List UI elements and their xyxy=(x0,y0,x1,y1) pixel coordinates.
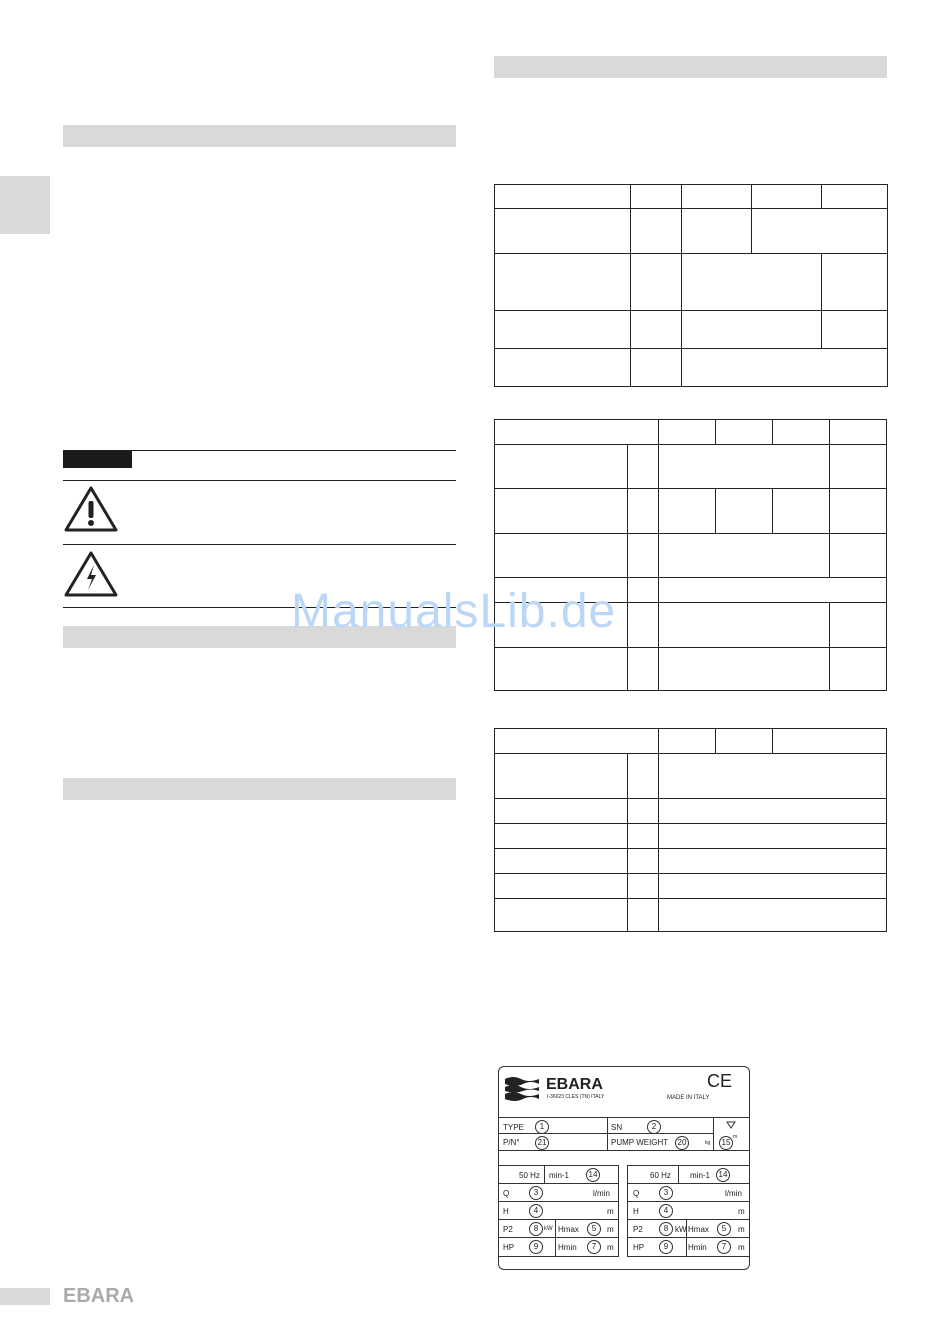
table-cell xyxy=(822,311,888,349)
q-num: 3 xyxy=(659,1186,673,1200)
plate-rule xyxy=(713,1117,714,1150)
hmin-unit: m xyxy=(738,1243,745,1252)
block-rule xyxy=(628,1201,750,1202)
block-rule xyxy=(544,1166,545,1183)
p2-label: P2 xyxy=(503,1225,513,1234)
table-cell xyxy=(659,578,887,603)
table-cell xyxy=(628,824,659,849)
block-rule xyxy=(628,1237,750,1238)
table-cell xyxy=(628,578,659,603)
table-cell xyxy=(631,209,682,254)
table-cell xyxy=(659,420,716,445)
sn-num: 2 xyxy=(647,1120,661,1134)
table-cell xyxy=(682,349,888,387)
notice-divider xyxy=(63,480,456,481)
table-cell xyxy=(773,729,887,754)
h-label: H xyxy=(503,1207,509,1216)
table-cell xyxy=(659,849,887,874)
weight-label: PUMP WEIGHT xyxy=(611,1138,669,1147)
table-cell xyxy=(659,445,830,489)
spec-table-2 xyxy=(494,419,887,691)
q-num: 3 xyxy=(529,1186,543,1200)
table-cell xyxy=(716,420,773,445)
block-rule xyxy=(678,1166,679,1183)
hmax-num: 5 xyxy=(717,1222,731,1236)
made-in: MADE IN ITALY xyxy=(667,1095,710,1101)
notice-divider xyxy=(63,544,456,545)
table-cell xyxy=(659,754,887,799)
rpm-num: 14 xyxy=(716,1168,730,1182)
p2-num: 8 xyxy=(529,1222,543,1236)
table-cell xyxy=(773,420,830,445)
table-cell xyxy=(822,185,888,209)
section-header-bar xyxy=(494,56,887,78)
table-cell xyxy=(659,824,887,849)
h-num: 4 xyxy=(529,1204,543,1218)
q-label: Q xyxy=(503,1189,510,1198)
ebara-logo-icon xyxy=(505,1075,539,1101)
freq-block-60hz xyxy=(627,1165,750,1257)
spec-table-1 xyxy=(494,184,888,387)
sn-label: SN xyxy=(611,1123,623,1132)
table-cell xyxy=(495,209,631,254)
block-rule xyxy=(628,1219,750,1220)
hp-num: 9 xyxy=(659,1240,673,1254)
table-cell xyxy=(830,489,887,534)
altitude-num: 15 xyxy=(719,1136,733,1150)
hmin-label: Hmin xyxy=(558,1243,577,1252)
table-cell xyxy=(495,420,659,445)
section-header-bar xyxy=(63,778,456,800)
table-cell xyxy=(830,534,887,578)
block-rule xyxy=(499,1183,618,1184)
hmax-num: 5 xyxy=(587,1222,601,1236)
h-unit: m xyxy=(738,1207,745,1216)
rpm-num: 14 xyxy=(586,1168,600,1182)
table-cell xyxy=(495,849,628,874)
plate-brand: EBARA xyxy=(546,1076,603,1093)
q-unit: l/min xyxy=(593,1189,610,1198)
hp-label: HP xyxy=(503,1243,515,1252)
hmax-label: Hmax xyxy=(688,1225,709,1234)
table-cell xyxy=(628,648,659,691)
table-cell xyxy=(631,185,682,209)
table-cell xyxy=(495,311,631,349)
freq-label: 60 Hz xyxy=(650,1171,671,1180)
p2-num: 8 xyxy=(659,1222,673,1236)
table-cell xyxy=(752,185,822,209)
table-cell xyxy=(830,420,887,445)
table-cell xyxy=(659,799,887,824)
side-tab xyxy=(0,176,50,234)
table-cell xyxy=(495,648,628,691)
pn-label: P/N° xyxy=(503,1138,520,1147)
rpm-label: min-1 xyxy=(690,1171,711,1180)
notice-label-block xyxy=(63,451,132,468)
hmin-num: 7 xyxy=(717,1240,731,1254)
table-cell xyxy=(659,534,830,578)
table-cell xyxy=(631,349,682,387)
table-cell xyxy=(495,754,628,799)
table-cell xyxy=(682,209,752,254)
altitude-unit: m xyxy=(733,1134,738,1140)
table-cell xyxy=(495,534,628,578)
table-cell xyxy=(822,254,888,311)
table-cell xyxy=(628,754,659,799)
footer-logo: EBARA xyxy=(63,1285,135,1307)
table-cell xyxy=(830,648,887,691)
table-cell xyxy=(495,899,628,932)
hp-label: HP xyxy=(633,1243,645,1252)
block-rule xyxy=(628,1183,750,1184)
table-cell xyxy=(830,445,887,489)
table-cell xyxy=(659,729,716,754)
altitude-triangle-icon xyxy=(726,1121,736,1129)
weight-unit: kg xyxy=(705,1140,711,1146)
plate-rule xyxy=(499,1150,749,1151)
q-unit: l/min xyxy=(725,1189,742,1198)
table-cell xyxy=(659,489,716,534)
plate-rule xyxy=(499,1117,749,1118)
block-rule xyxy=(555,1219,556,1256)
table-cell xyxy=(495,349,631,387)
table-cell xyxy=(495,729,659,754)
type-num: 1 xyxy=(535,1120,549,1134)
block-rule xyxy=(499,1219,618,1220)
type-label: TYPE xyxy=(503,1123,524,1132)
h-unit: m xyxy=(607,1207,614,1216)
p2-unit: kW xyxy=(544,1226,553,1232)
table-cell xyxy=(495,489,628,534)
hmin-num: 7 xyxy=(587,1240,601,1254)
table-cell xyxy=(659,874,887,899)
footer-tab xyxy=(0,1288,50,1305)
table-cell xyxy=(628,899,659,932)
table-cell xyxy=(628,874,659,899)
watermark: ManualsLib.de xyxy=(291,585,617,638)
table-cell xyxy=(682,311,822,349)
table-cell xyxy=(628,799,659,824)
table-cell xyxy=(773,489,830,534)
table-cell xyxy=(628,603,659,648)
hmin-label: Hmin xyxy=(688,1243,707,1252)
section-header-bar xyxy=(63,125,456,147)
plate-address: I-36023 CLES (TN) ITALY xyxy=(547,1094,605,1100)
p2-unit: kW xyxy=(675,1225,687,1234)
table-cell xyxy=(752,209,888,254)
table-cell xyxy=(659,603,830,648)
ce-mark: CE xyxy=(707,1071,733,1091)
table-cell xyxy=(495,185,631,209)
table-cell xyxy=(495,874,628,899)
table-cell xyxy=(682,254,822,311)
table-cell xyxy=(716,729,773,754)
table-cell xyxy=(628,489,659,534)
plate-rule xyxy=(607,1117,608,1150)
pn-num: 21 xyxy=(535,1136,549,1150)
table-cell xyxy=(631,254,682,311)
freq-block-50hz xyxy=(499,1165,619,1257)
hmax-unit: m xyxy=(607,1225,614,1234)
table-cell xyxy=(628,849,659,874)
table-cell xyxy=(495,254,631,311)
table-cell xyxy=(628,534,659,578)
table-cell xyxy=(631,311,682,349)
table-cell xyxy=(495,799,628,824)
freq-label: 50 Hz xyxy=(519,1171,540,1180)
table-cell xyxy=(495,824,628,849)
warning-triangle-icon xyxy=(63,484,119,534)
block-rule xyxy=(499,1201,618,1202)
hp-num: 9 xyxy=(529,1240,543,1254)
p2-label: P2 xyxy=(633,1225,643,1234)
table-cell xyxy=(830,603,887,648)
hmin-unit: m xyxy=(607,1243,614,1252)
pump-nameplate xyxy=(498,1066,750,1270)
rpm-label: min-1 xyxy=(549,1171,570,1180)
block-rule xyxy=(499,1237,618,1238)
table-cell xyxy=(716,489,773,534)
hmax-unit: m xyxy=(738,1225,745,1234)
table-cell xyxy=(682,185,752,209)
weight-num: 20 xyxy=(675,1136,689,1150)
table-cell xyxy=(628,445,659,489)
electric-hazard-icon xyxy=(63,549,119,599)
table-cell xyxy=(659,648,830,691)
table-cell xyxy=(659,899,887,932)
spec-table-3 xyxy=(494,728,887,932)
h-num: 4 xyxy=(659,1204,673,1218)
table-cell xyxy=(495,445,628,489)
q-label: Q xyxy=(633,1189,640,1198)
hmax-label: Hmax xyxy=(558,1225,579,1234)
h-label: H xyxy=(633,1207,639,1216)
